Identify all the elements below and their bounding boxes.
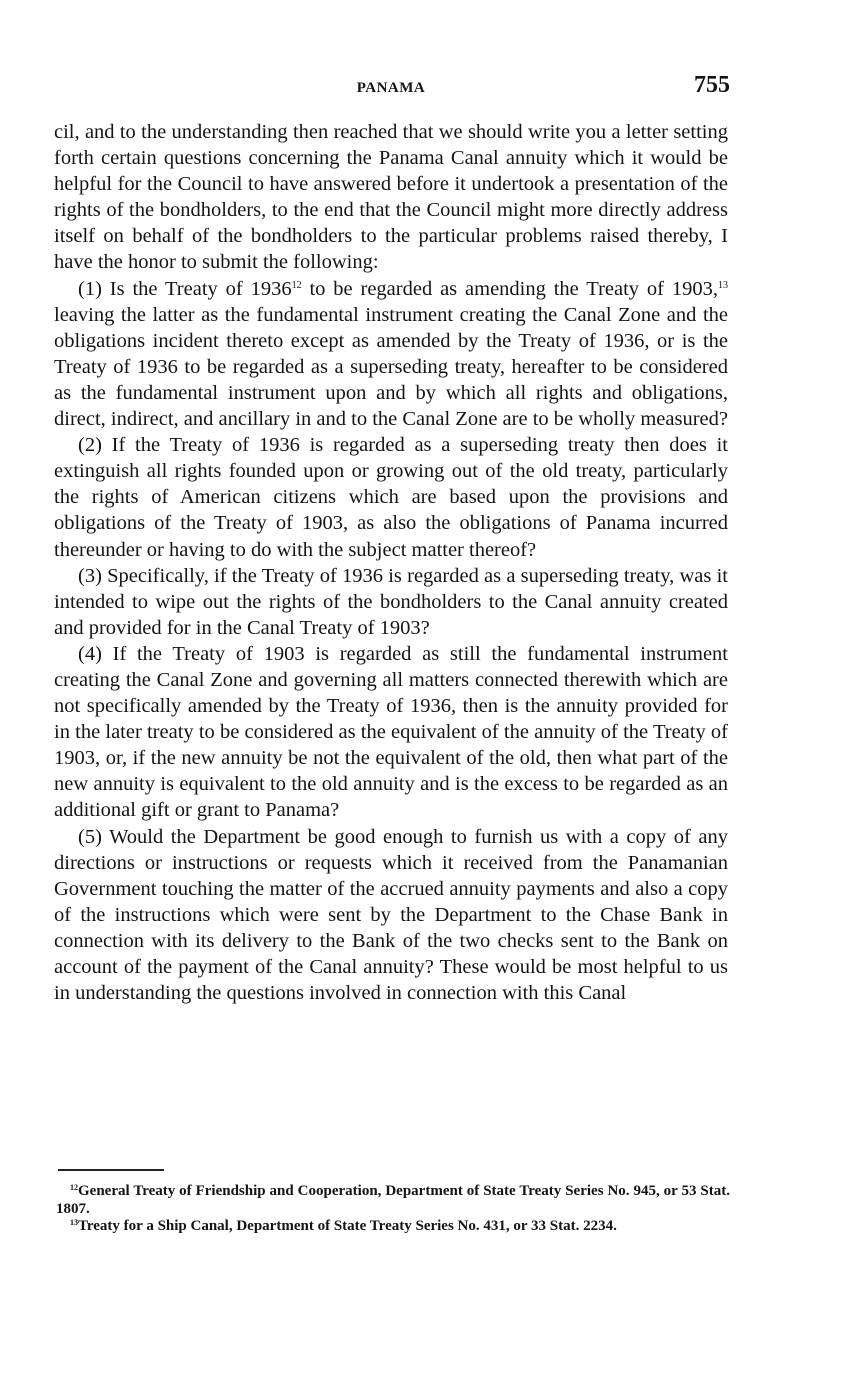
page-number: 755 xyxy=(694,72,730,98)
footnote-13 xyxy=(56,1218,730,1236)
footnote-text: General Treaty of Friendship and Cooperation, Department of State Treaty Series No. 945, or 53 Stat. 1807. xyxy=(56,1183,730,1217)
footnote-divider xyxy=(58,1169,164,1171)
question-1-part-a: (1) Is the Treaty of 1936 xyxy=(78,277,292,300)
intro-paragraph: cil, and to the understanding then reached that we should write you a letter setting forth certain questions concerning the Panama Canal annuity which it would be helpful for the Council to have answered before it undertook a presentation of the rights of the bondholders, to the end that the Council might more directly address itself on behalf of the bondholders to the particular problems raised thereby, I have the honor to submit the following: xyxy=(54,121,728,274)
footnote-text: Treaty for a Ship Canal, Department of State Treaty Series No. 431, or 33 Stat. 2234. xyxy=(78,1218,617,1234)
footnote-marker: 13 xyxy=(70,1218,78,1227)
question-1-paragraph xyxy=(54,276,728,433)
footnote-ref-13: 13 xyxy=(718,279,728,291)
running-header-title: PANAMA xyxy=(356,80,426,96)
question-5-paragraph: (5) Would the Department be good enough to furnish us with a copy of any directions or instructions or requests which it received from the Panamanian Government touching the matter of the accrued annuity payments and also a copy of the instructions which were sent by the Department to the Chase Bank in connection with its delivery to the Bank of the two checks sent to the Bank on account of the payment of the Canal annuity? These would be most helpful to us in understanding the questions involved in connection with this Canal xyxy=(54,825,728,1005)
footnote-12 xyxy=(56,1183,730,1218)
question-4-paragraph: (4) If the Treaty of 1903 is regarded as still the fundamental instrument creating the Canal Zone and governing all matters connected therewith which are not specifically amended by the Treaty of 1936, then is the annuity provided for in the later treaty to be considered as the equivalent of the annuity of the Treaty of 1903, or, if the new annuity be not the equivalent of the old, then what part of the new annuity is equivalent to the old annuity and is the excess to be regarded as an additional gift or grant to Panama? xyxy=(54,642,728,822)
footnote-marker: 12 xyxy=(70,1183,78,1192)
footnote-ref-12: 12 xyxy=(291,279,302,291)
question-2-paragraph: (2) If the Treaty of 1936 is regarded as a superseding treaty then does it extinguish all rights founded upon or growing out of the old treaty, particularly the rights of American citizens which are based upon the provisions and obligations of the Treaty of 1903, as also the obligations of Panama incurred thereunder or having to do with the subject matter thereof? xyxy=(54,434,728,561)
question-3-paragraph: (3) Specifically, if the Treaty of 1936 is regarded as a superseding treaty, was it intended to wipe out the rights of the bondholders to the Canal annuity created and provided for in the Canal Treaty of 1903? xyxy=(54,564,728,639)
question-1-part-b: to be regarded as amending the Treaty of 1903, xyxy=(301,277,718,300)
body-text xyxy=(54,119,728,1006)
footnotes xyxy=(56,1183,730,1236)
question-1-part-c: leaving the latter as the fundamental instrument creating the Canal Zone and the obligations incident thereto except as amended by the Treaty of 1936, or is the Treaty of 1936 to be regarded as a superseding treaty, hereafter to be considered as the fundamental instrument upon and by which all rights and obligations, direct, indirect, and ancillary in and to the Canal Zone are to be wholly measured? xyxy=(54,303,728,431)
